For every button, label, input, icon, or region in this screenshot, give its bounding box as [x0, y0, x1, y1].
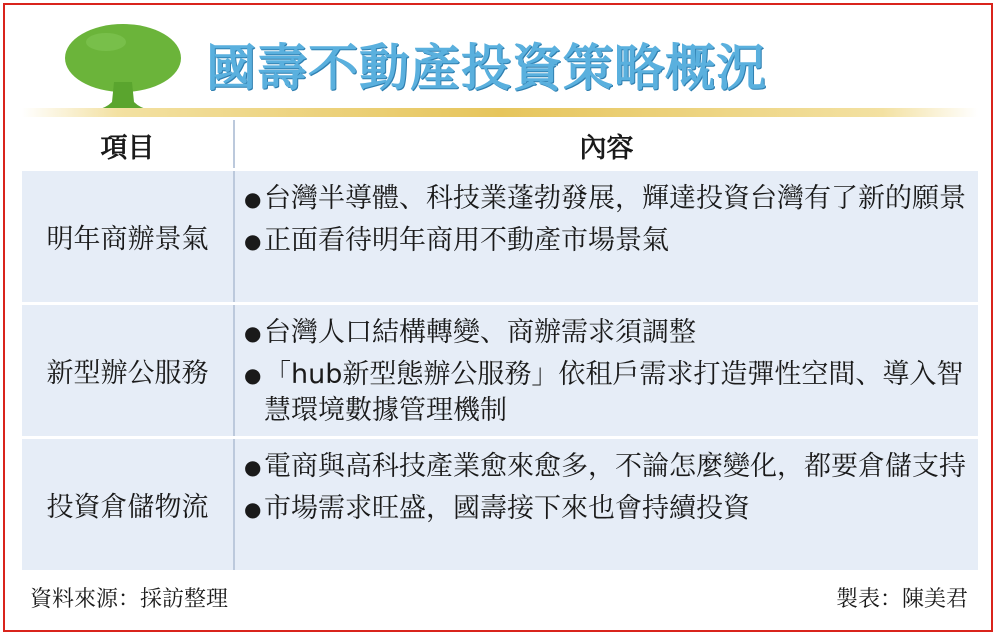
strategy-table — [22, 120, 978, 570]
list-item-text: 台灣半導體、科技業蓬勃發展，輝達投資台灣有了新的願景 — [264, 183, 966, 214]
table-row — [22, 436, 978, 570]
bullet-icon: ● — [244, 455, 262, 479]
list-item — [244, 491, 970, 527]
column-header-content: 內容 — [579, 133, 634, 164]
bullet-icon: ● — [244, 497, 262, 521]
list-item-text: 「hub新型態辦公服務」依租戶需求打造彈性空間、導入智慧環境數據管理機制 — [264, 359, 964, 426]
list-item — [244, 315, 970, 351]
column-divider — [233, 305, 235, 436]
list-item-text: 正面看待明年商用不動產市場景氣 — [264, 225, 669, 256]
list-item — [244, 223, 970, 259]
title-divider — [22, 108, 978, 117]
column-header-item: 項目 — [100, 133, 155, 164]
author-credit: 製表：陳美君 — [835, 587, 968, 612]
table-row — [22, 302, 978, 436]
bullet-icon: ● — [244, 363, 262, 387]
list-item — [244, 181, 970, 217]
column-divider — [233, 439, 235, 570]
bullet-icon: ● — [244, 321, 262, 345]
row-label: 新型辦公服務 — [46, 358, 209, 389]
bullet-icon: ● — [244, 187, 262, 211]
table-row — [22, 168, 978, 302]
list-item-text: 電商與高科技產業愈來愈多，不論怎麼變化，都要倉儲支持 — [264, 451, 966, 482]
row-content — [244, 449, 970, 533]
row-content — [244, 181, 970, 265]
table-header — [22, 120, 978, 168]
list-item-text: 台灣人口結構轉變、商辦需求須調整 — [264, 317, 696, 348]
column-divider — [233, 171, 235, 302]
source-note: 資料來源：採訪整理 — [30, 587, 229, 612]
row-label: 明年商辦景氣 — [46, 224, 209, 255]
list-item-text: 市場需求旺盛，國壽接下來也會持續投資 — [264, 493, 750, 524]
list-item — [244, 449, 970, 485]
row-content — [244, 315, 970, 435]
column-divider — [233, 120, 235, 168]
row-label: 投資倉儲物流 — [46, 492, 209, 523]
bullet-icon: ● — [244, 229, 262, 253]
list-item — [244, 357, 970, 429]
page-title: 國壽不動產投資策略概況 — [206, 39, 767, 97]
tree-logo-icon — [62, 20, 184, 112]
